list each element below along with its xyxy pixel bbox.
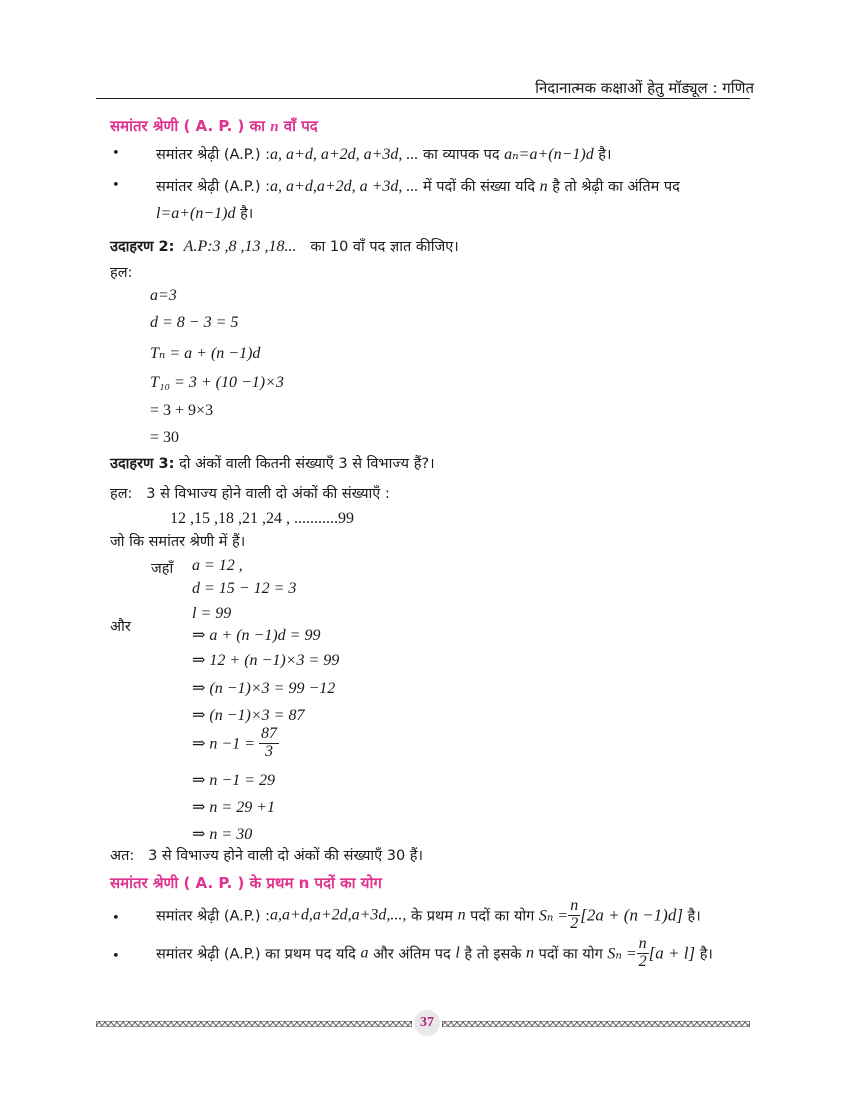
- example-2-text: का 10 वाँ पद ज्ञात कीजिए।: [310, 239, 459, 255]
- bullet-text-end: है।: [593, 147, 612, 163]
- conclusion: [110, 845, 423, 865]
- ex2-step-3: Tₙ = a + (n −1)d: [150, 345, 261, 362]
- var-n: n: [526, 944, 535, 962]
- ex2-step-6: = 30: [150, 429, 180, 446]
- bullet-text-mid: है तो इसके: [459, 946, 527, 963]
- bullet-text-mid: पदों का योग: [534, 946, 608, 963]
- footer-ornament-right: [442, 1021, 750, 1027]
- ap-statement: जो कि समांतर श्रेणी में हैं।: [110, 534, 246, 550]
- bullet-dot: •: [112, 146, 120, 161]
- heading-text-end: वाँ पद: [278, 117, 318, 135]
- solution-label: हल:: [110, 486, 133, 502]
- section-heading-sum: समांतर श्रेणी ( A. P. ) के प्रथम n पदों का योग: [110, 874, 382, 892]
- page-number: 37: [414, 1010, 440, 1036]
- ex3-step-2: d = 15 − 12 = 3: [192, 580, 297, 597]
- example-3-question: [110, 453, 435, 473]
- sum-bracket: [a + l]: [648, 943, 696, 963]
- bullet-dot: •: [112, 178, 120, 193]
- example-2-label: उदाहरण 2:: [110, 239, 175, 255]
- last-term-formula-line: [156, 203, 253, 223]
- bullet-text-mid: का व्यापक पद: [418, 147, 505, 163]
- bullet-text-end: है।: [682, 908, 701, 925]
- fraction-denominator: 2: [570, 914, 579, 932]
- section-heading-nth-term: [110, 116, 318, 136]
- example-3-text: दो अंकों वाली कितनी संख्याएँ 3 से विभाज्य हैं?।: [179, 456, 435, 472]
- ex2-step-4: T₁₀ = 3 + (10 −1)×3: [150, 374, 284, 391]
- bullet-text-end: है तो श्रेढ़ी का अंतिम पद: [547, 179, 680, 195]
- bullet-sum-formula: [156, 898, 701, 933]
- sum-symbol: Sₙ =: [607, 945, 637, 963]
- heading-text: समांतर श्रेणी ( A. P. ) का: [110, 117, 271, 135]
- ex3-step-7: ⇒ (n −1)×3 = 87: [192, 707, 305, 724]
- fraction-87-over-3: [259, 726, 279, 761]
- solution-label: हल:: [110, 265, 133, 281]
- ap-sequence: a, a+d, a+2d, a+3d, ...: [270, 146, 419, 163]
- ex3-step-11: ⇒ n = 30: [192, 826, 253, 843]
- conclusion-text: 3 से विभाज्य होने वाली दो अंकों की संख्याएँ 30 हैं।: [148, 848, 423, 864]
- ex3-step-1: a = 12 ,: [192, 557, 243, 574]
- ex3-step-10: ⇒ n = 29 +1: [192, 799, 275, 816]
- ap-sequence: a, a+d,a+2d, a +3d, ...: [270, 178, 419, 195]
- fraction-numerator: n: [570, 897, 579, 914]
- fraction-denominator: 2: [638, 952, 647, 970]
- ex3-step-4: ⇒ a + (n −1)d = 99: [192, 627, 321, 644]
- bullet-text: समांतर श्रेढ़ी (A.P.) :: [156, 147, 271, 163]
- example-3-solution: [110, 483, 390, 503]
- sum-symbol: Sₙ =: [538, 907, 569, 925]
- running-header: निदानात्मक कक्षाओं हेतु मॉड्यूल : गणित: [535, 79, 754, 97]
- footer-ornament-left: [96, 1021, 412, 1027]
- bullet-dot: •: [112, 949, 120, 964]
- ex3-step-8: [192, 726, 279, 761]
- bullet-text-end: है।: [235, 206, 254, 222]
- ap-sequence: a,a+d,a+2d,a+3d,...,: [270, 906, 407, 924]
- bullet-text-mid: के प्रथम: [406, 908, 458, 925]
- solution-text: 3 से विभाज्य होने वाली दो अंकों की संख्याएँ :: [146, 486, 390, 502]
- bullet-text: समांतर श्रेढ़ी (A.P.) :: [156, 179, 271, 195]
- number-sequence: 12 ,15 ,18 ,21 ,24 , ...........99: [170, 510, 354, 527]
- header-rule: [96, 98, 750, 99]
- example-3-label: उदाहरण 3:: [110, 456, 175, 472]
- bullet-text-mid: और अंतिम पद: [368, 946, 456, 963]
- fraction-denominator: 3: [265, 742, 273, 760]
- conclusion-label: अत:: [110, 848, 135, 864]
- heading-n: n: [270, 119, 279, 135]
- ex3-step-3: l = 99: [192, 605, 232, 622]
- last-term-formula: l=a+(n−1)d: [156, 205, 236, 222]
- example-2-sequence: A.P:3 ,8 ,13 ,18...: [183, 238, 297, 255]
- sum-bracket: [2a + (n −1)d]: [580, 905, 683, 925]
- fraction-numerator: n: [638, 935, 647, 952]
- var-l: l: [455, 944, 460, 962]
- bullet-text-end: है।: [695, 946, 713, 963]
- bullet-dot: •: [112, 911, 120, 926]
- bullet-last-term: [156, 176, 680, 196]
- var-n: n: [539, 178, 548, 195]
- fraction-n-over-2: [568, 898, 580, 933]
- bullet-general-term: [156, 144, 612, 164]
- bullet-sum-first-last: [156, 936, 713, 971]
- ex2-step-1: a=3: [150, 287, 177, 304]
- ex2-step-2: d = 8 − 3 = 5: [150, 314, 239, 331]
- example-2-question: [110, 236, 459, 256]
- general-term-formula: aₙ=a+(n−1)d: [504, 146, 594, 163]
- ex3-step-9: ⇒ n −1 = 29: [192, 772, 275, 789]
- ex3-step-6: ⇒ (n −1)×3 = 99 −12: [192, 680, 336, 697]
- bullet-text-mid: में पदों की संख्या यदि: [418, 179, 540, 195]
- var-a: a: [360, 944, 369, 962]
- step-8-lhs: ⇒ n −1 =: [192, 735, 255, 753]
- where-label: जहाँ: [151, 561, 174, 577]
- ex3-step-5: ⇒ 12 + (n −1)×3 = 99: [192, 652, 340, 669]
- fraction-n-over-2: [637, 936, 649, 971]
- var-n: n: [457, 906, 466, 924]
- ex2-step-5: = 3 + 9×3: [150, 402, 214, 419]
- bullet-text: समांतर श्रेढ़ी (A.P.) का प्रथम पद यदि: [156, 946, 361, 963]
- and-label: और: [110, 619, 131, 635]
- bullet-text-mid: पदों का योग: [465, 908, 539, 925]
- fraction-numerator: 87: [261, 725, 277, 742]
- bullet-text: समांतर श्रेढ़ी (A.P.) :: [156, 908, 271, 925]
